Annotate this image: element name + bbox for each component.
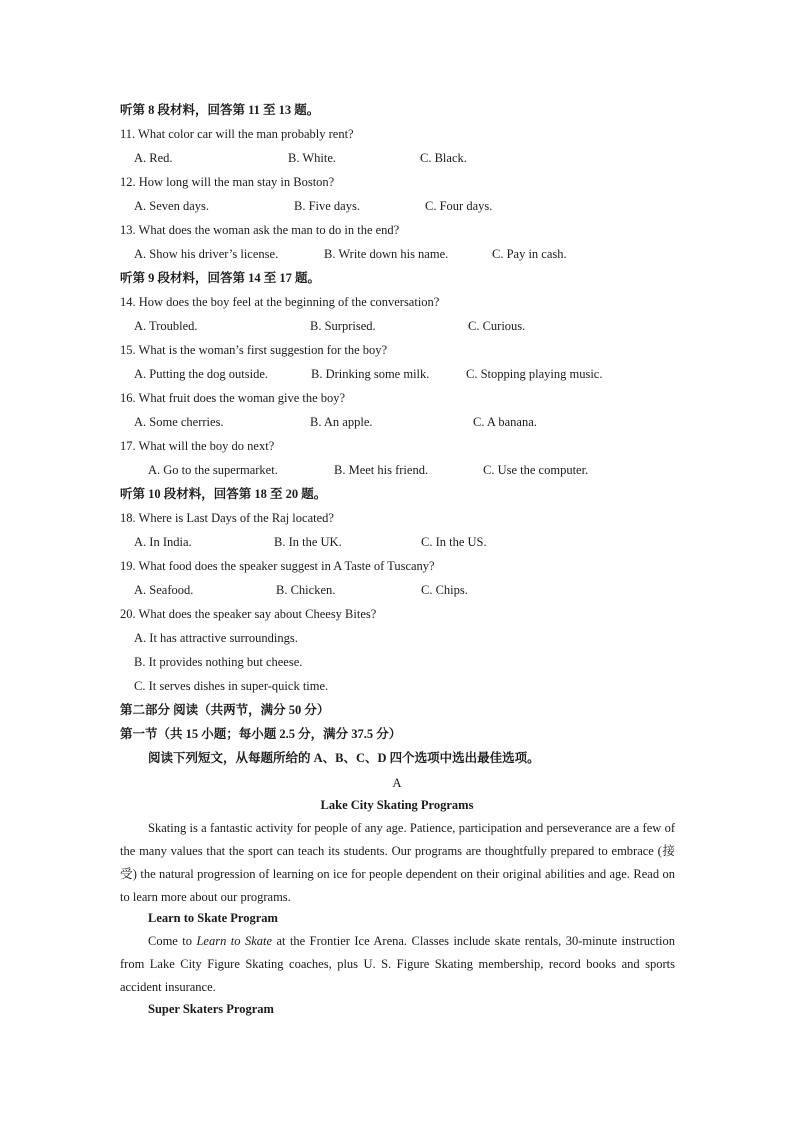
option-17a: A. Go to the supermarket. (148, 463, 278, 477)
option-15a: A. Putting the dog outside. (134, 367, 269, 381)
option-19c: C. Chips. (421, 583, 468, 597)
question-14: 14. How does the boy feel at the beginning of the conversation? (120, 295, 440, 309)
option-19b: B. Chicken. (276, 583, 336, 597)
option-13b: B. Write down his name. (324, 247, 449, 261)
option-18b: B. In the UK. (274, 535, 342, 549)
passage-paragraph-2 (120, 930, 675, 999)
question-20: 20. What does the speaker say about Cheesy Bites? (120, 607, 377, 621)
option-17b: B. Meet his friend. (334, 463, 429, 477)
option-11b: B. White. (288, 151, 337, 165)
option-15c: C. Stopping playing music. (466, 367, 603, 381)
option-13a: A. Show his driver’s license. (134, 247, 279, 261)
question-18: 18. Where is Last Days of the Raj located? (120, 511, 334, 525)
option-20c: C. It serves dishes in super-quick time. (134, 679, 329, 693)
option-12a: A. Seven days. (134, 199, 209, 213)
option-14c: C. Curious. (468, 319, 526, 333)
paragraph-2-body: at the Frontier Ice Arena. Classes include skate rentals, 30-minute instruction from Lake City Figure Skating coaches, plus U. S. Figure Skating membership, record books and sports accident insurance. (120, 934, 675, 994)
option-12c: C. Four days. (425, 199, 493, 213)
option-15b: B. Drinking some milk. (311, 367, 430, 381)
section-heading-9: 听第 9 段材料，回答第 14 至 17 题。 (120, 271, 321, 285)
question-12: 12. How long will the man stay in Boston? (120, 175, 335, 189)
program-name: Learn to Skate (196, 934, 273, 948)
question-11: 11. What color car will the man probably rent? (120, 127, 354, 141)
option-12b: B. Five days. (294, 199, 360, 213)
option-19a: A. Seafood. (134, 583, 194, 597)
part2-subtitle: 第一节（共 15 小题；每小题 2.5 分，满分 37.5 分） (120, 727, 402, 741)
part2-title: 第二部分 阅读（共两节，满分 50 分） (120, 703, 330, 717)
option-17c: C. Use the computer. (483, 463, 589, 477)
option-16b: B. An apple. (310, 415, 373, 429)
question-16: 16. What fruit does the woman give the boy? (120, 391, 346, 405)
option-16c: C. A banana. (473, 415, 537, 429)
part2-instruction: 阅读下列短文，从每题所给的 A、B、C、D 四个选项中选出最佳选项。 (148, 751, 540, 765)
passage-label: A (392, 776, 402, 790)
option-14a: A. Troubled. (134, 319, 198, 333)
option-14b: B. Surprised. (310, 319, 376, 333)
option-18c: C. In the US. (421, 535, 487, 549)
heading-super-skaters: Super Skaters Program (148, 1002, 274, 1016)
question-15: 15. What is the woman’s first suggestion for the boy? (120, 343, 388, 357)
option-18a: A. In India. (134, 535, 192, 549)
option-11c: C. Black. (420, 151, 467, 165)
question-17: 17. What will the boy do next? (120, 439, 275, 453)
option-20b: B. It provides nothing but cheese. (134, 655, 303, 669)
heading-learn-to-skate: Learn to Skate Program (148, 911, 278, 925)
section-heading-8: 听第 8 段材料，回答第 11 至 13 题。 (120, 103, 320, 117)
section-heading-10: 听第 10 段材料，回答第 18 至 20 题。 (120, 487, 327, 501)
paragraph-2-lead: Come to (148, 934, 197, 948)
option-20a: A. It has attractive surroundings. (134, 631, 298, 645)
passage-title: Lake City Skating Programs (320, 798, 474, 812)
passage-paragraph-1: Skating is a fantastic activity for people of any age. Patience, participation and perseverance are a few of the many values that the sport can teach its students. Our programs are thoughtfully prepared to embrace (接受) the natural progression of learning on ice for people dependent on their original abilities and age. Read on to learn more about our programs. (120, 821, 675, 904)
question-13: 13. What does the woman ask the man to do in the end? (120, 223, 400, 237)
question-19: 19. What food does the speaker suggest in A Taste of Tuscany? (120, 559, 435, 573)
option-11a: A. Red. (134, 151, 173, 165)
option-13c: C. Pay in cash. (492, 247, 567, 261)
option-16a: A. Some cherries. (134, 415, 224, 429)
